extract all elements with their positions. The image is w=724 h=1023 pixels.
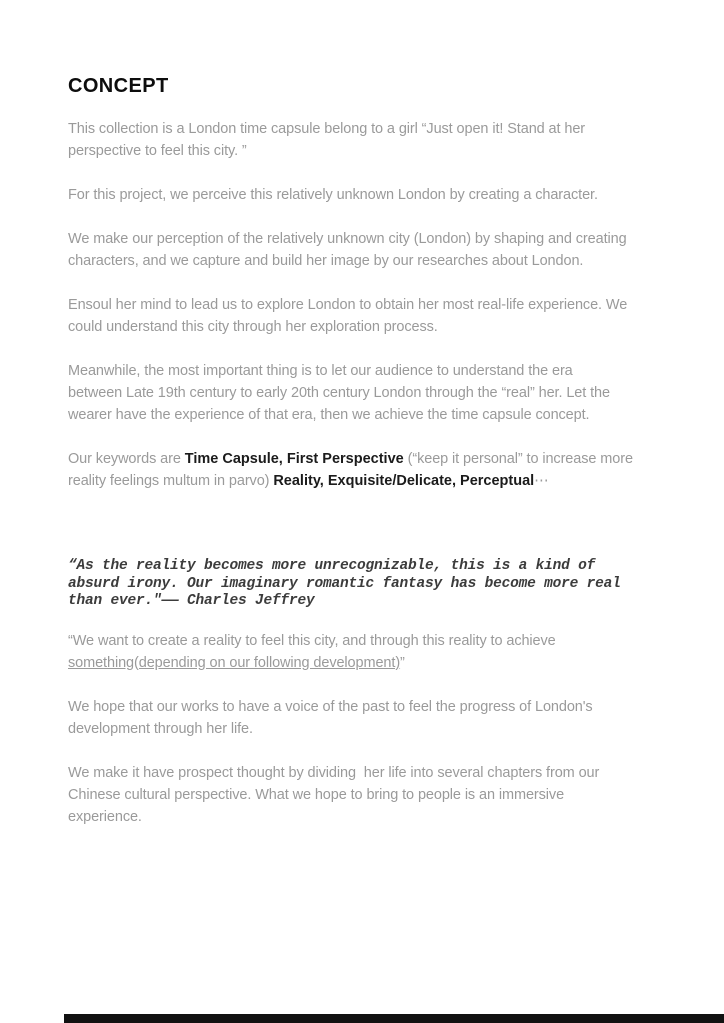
body-text: than ever."—— Charles Jeffrey bbox=[68, 593, 315, 609]
body-text: absurd irony. Our imaginary romantic fantasy has become more real bbox=[68, 575, 621, 592]
text-line bbox=[68, 630, 678, 652]
text-line bbox=[68, 140, 678, 162]
text-line bbox=[68, 118, 678, 140]
text-line bbox=[68, 360, 678, 382]
voice-of-past-paragraph bbox=[68, 696, 678, 740]
text-line bbox=[68, 558, 678, 576]
text-line bbox=[68, 762, 678, 784]
body-text: perspective to feel this city. ” bbox=[68, 143, 247, 159]
intro-paragraph bbox=[68, 118, 678, 162]
footer-bar bbox=[64, 1014, 724, 1023]
text-line bbox=[68, 576, 678, 594]
perception-paragraph bbox=[68, 228, 678, 272]
body-text: development through her life. bbox=[68, 720, 253, 737]
body-text: ” bbox=[400, 654, 405, 671]
keyword-bold-text: Time Capsule, First Perspective bbox=[184, 451, 404, 467]
charles-jeffrey-quote bbox=[68, 558, 678, 611]
body-text: between Late 19th century to early 20th century London through the “real” her. Let the bbox=[68, 385, 610, 401]
keyword-bold-text: Reality, Exquisite/Delicate, Perceptual bbox=[273, 473, 535, 489]
era-paragraph bbox=[68, 360, 678, 426]
body-text: Chinese cultural perspective. What we hope to bring to people is an immersive bbox=[68, 786, 565, 803]
project-paragraph bbox=[68, 184, 678, 206]
body-text: Ensoul her mind to lead us to explore London to obtain her most real-life experience. We bbox=[68, 297, 628, 313]
body-text: “We want to create a reality to feel this city, and through this reality to achieve bbox=[68, 632, 556, 649]
text-line bbox=[68, 184, 678, 206]
paragraph-list bbox=[68, 118, 678, 828]
body-text: For this project, we perceive this relatively unknown London by creating a character. bbox=[68, 187, 598, 203]
text-line bbox=[68, 718, 678, 740]
text-line bbox=[68, 250, 678, 272]
chapters-paragraph bbox=[68, 762, 678, 828]
body-text: “As the reality becomes more unrecognizable, this is a kind of bbox=[68, 558, 596, 574]
body-text: We hope that our works to have a voice of the past to feel the progress of London's bbox=[68, 698, 593, 715]
body-text: ⋯ bbox=[534, 473, 549, 489]
body-text: could understand this city through her exploration process. bbox=[68, 319, 438, 335]
body-text: Meanwhile, the most important thing is to let our audience to understand the era bbox=[68, 363, 573, 379]
text-line bbox=[68, 404, 678, 426]
text-line bbox=[68, 784, 678, 806]
text-line bbox=[68, 806, 678, 828]
text-line bbox=[68, 652, 678, 674]
underlined-text: something(depending on our following development) bbox=[68, 654, 401, 671]
text-line bbox=[68, 696, 678, 718]
create-reality-paragraph bbox=[68, 630, 678, 674]
body-text: We make our perception of the relatively unknown city (London) by shaping and creating bbox=[68, 231, 627, 247]
body-text: (“keep it personal” to increase more bbox=[403, 451, 633, 467]
body-text: characters, and we capture and build her image by our researches about London. bbox=[68, 253, 584, 269]
ensoul-paragraph bbox=[68, 294, 678, 338]
page-title: CONCEPT bbox=[68, 75, 169, 97]
body-text: reality feelings multum in parvo) bbox=[68, 473, 274, 489]
text-line bbox=[68, 470, 678, 492]
page-content bbox=[68, 74, 678, 850]
text-line bbox=[68, 593, 678, 611]
text-line bbox=[68, 228, 678, 250]
keywords-paragraph bbox=[68, 448, 678, 492]
text-line bbox=[68, 382, 678, 404]
body-text: We make it have prospect thought by dividing her life into several chapters from our bbox=[68, 764, 600, 781]
text-line bbox=[68, 294, 678, 316]
body-text: wearer have the experience of that era, then we achieve the time capsule concept. bbox=[68, 407, 590, 423]
body-text: This collection is a London time capsule belong to a girl “Just open it! Stand at her bbox=[68, 121, 586, 137]
body-text: Our keywords are bbox=[68, 451, 185, 467]
body-text: experience. bbox=[68, 808, 142, 825]
text-line bbox=[68, 316, 678, 338]
text-line bbox=[68, 448, 678, 470]
